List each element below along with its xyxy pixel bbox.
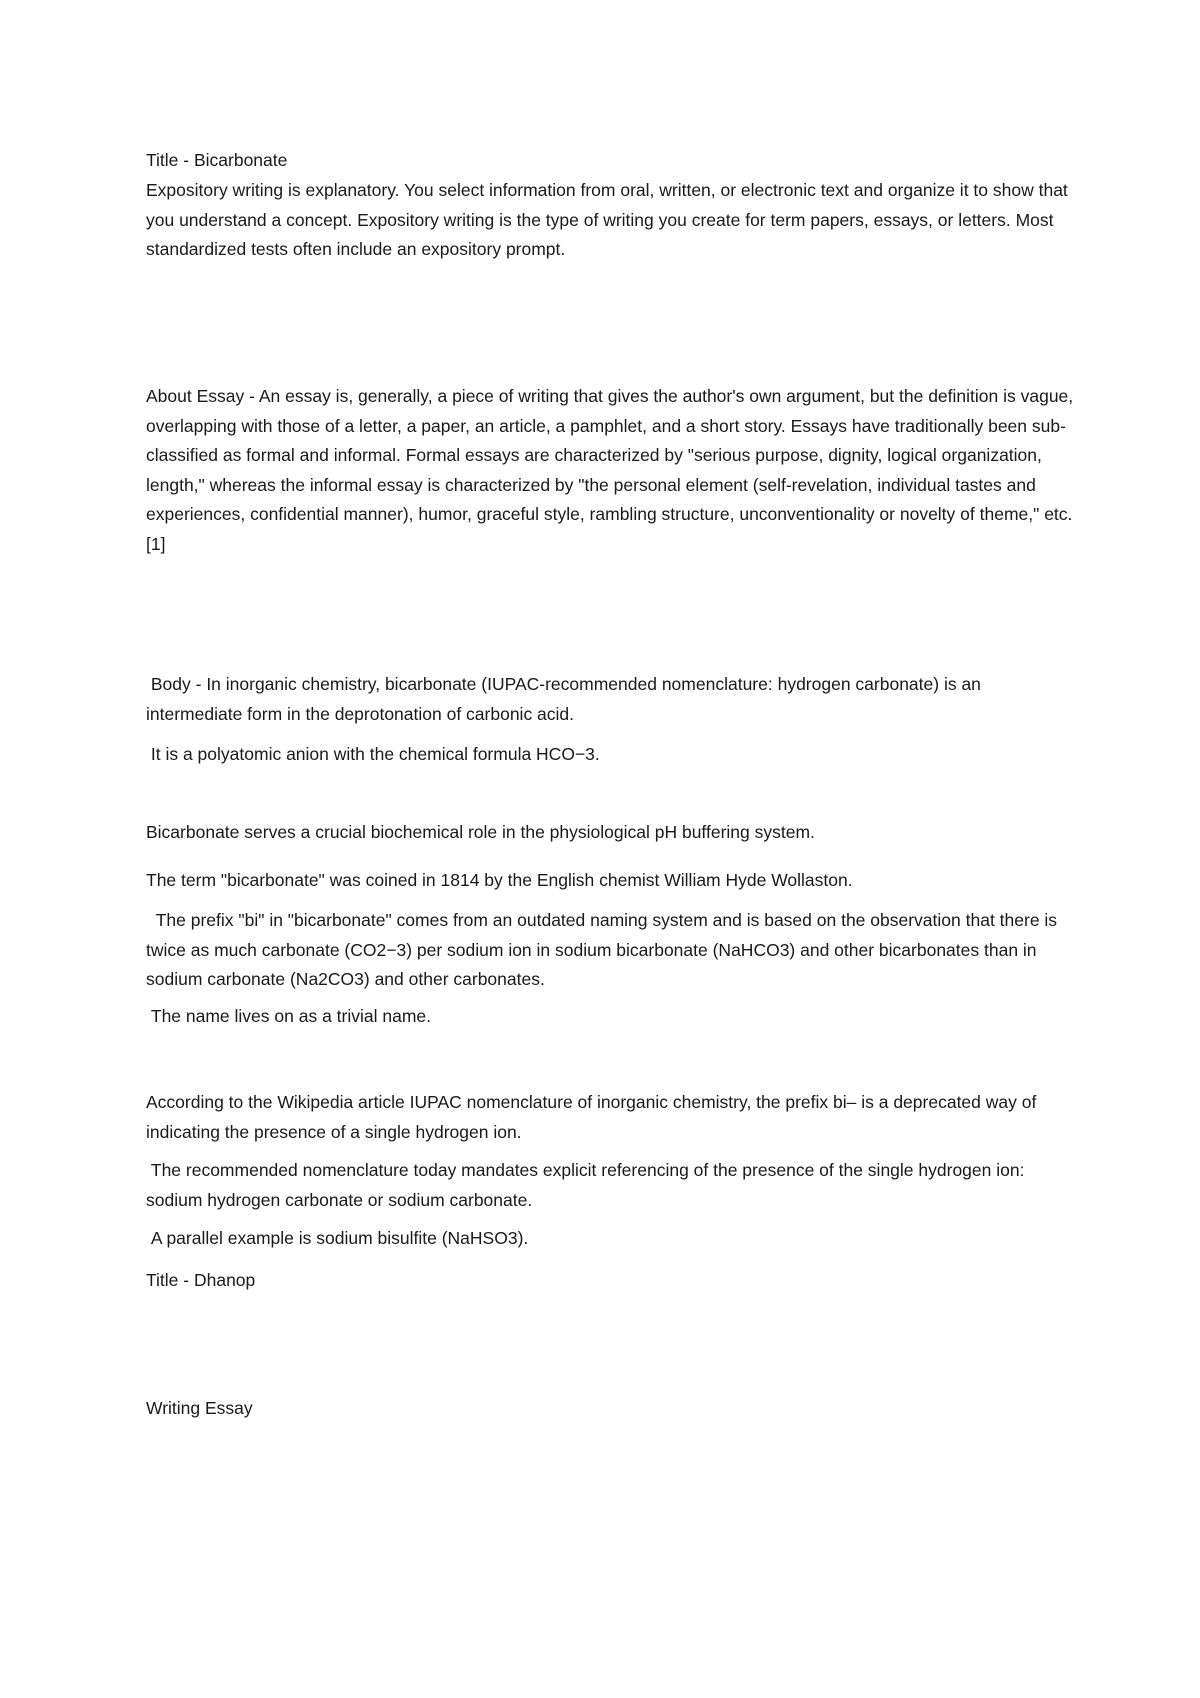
title-bicarbonate: Title - Bicarbonate [146, 150, 288, 170]
about-essay-paragraph: About Essay - An essay is, generally, a piece of writing that gives the author's own argument, but the definition is vague, overlapping with those of a letter, a paper, an article, a pamphlet, and a short story. Essays have traditionally been sub-classified as formal and informal. Formal essays are characterized by "serious purpose, dignity, logical organization, length," whereas the informal essay is characterized by "the personal element (self-revelation, individual tastes and experiences, confidential manner), humor, graceful style, rambling structure, unconventionality or novelty of theme," etc.[1] [146, 386, 1079, 554]
title-dhanop: Title - Dhanop [146, 1270, 256, 1290]
trivial-name-paragraph: The name lives on as a trivial name. [146, 1006, 432, 1026]
writing-essay-label: Writing Essay [146, 1398, 253, 1418]
wikipedia-paragraph: According to the Wikipedia article IUPAC nomenclature of inorganic chemistry, the prefix bi– is a deprecated way of indicating the presence of a single hydrogen ion. [146, 1092, 1042, 1142]
parallel-paragraph: A parallel example is sodium bisulfite (NaHSO3). [146, 1228, 529, 1248]
term-paragraph: The term "bicarbonate" was coined in 1814 by the English chemist William Hyde Wollaston. [146, 870, 853, 890]
recommended-paragraph: The recommended nomenclature today mandates explicit referencing of the presence of the single hydrogen ion: sodium hydrogen carbonate or sodium carbonate. [146, 1160, 1030, 1210]
body-paragraph: Body - In inorganic chemistry, bicarbonate (IUPAC-recommended nomenclature: hydrogen carbonate) is an intermediate form in the deprotonation of carbonic acid. [146, 674, 986, 724]
prefix-paragraph: The prefix "bi" in "bicarbonate" comes from an outdated naming system and is based on the observation that there is twice as much carbonate (CO2−3) per sodium ion in sodium bicarbonate (NaHCO3) and other bicarbonates than in sodium carbonate (Na2CO3) and other carbonates. [146, 910, 1062, 989]
biochemical-paragraph: Bicarbonate serves a crucial biochemical role in the physiological pH buffering system. [146, 822, 815, 842]
polyatomic-paragraph: It is a polyatomic anion with the chemical formula HCO−3. [146, 744, 600, 764]
expository-paragraph: Expository writing is explanatory. You select information from oral, written, or electronic text and organize it to show that you understand a concept. Expository writing is the type of writing you create for term papers, essays, or letters. Most standardized tests often include an expository prompt. [146, 180, 1073, 259]
